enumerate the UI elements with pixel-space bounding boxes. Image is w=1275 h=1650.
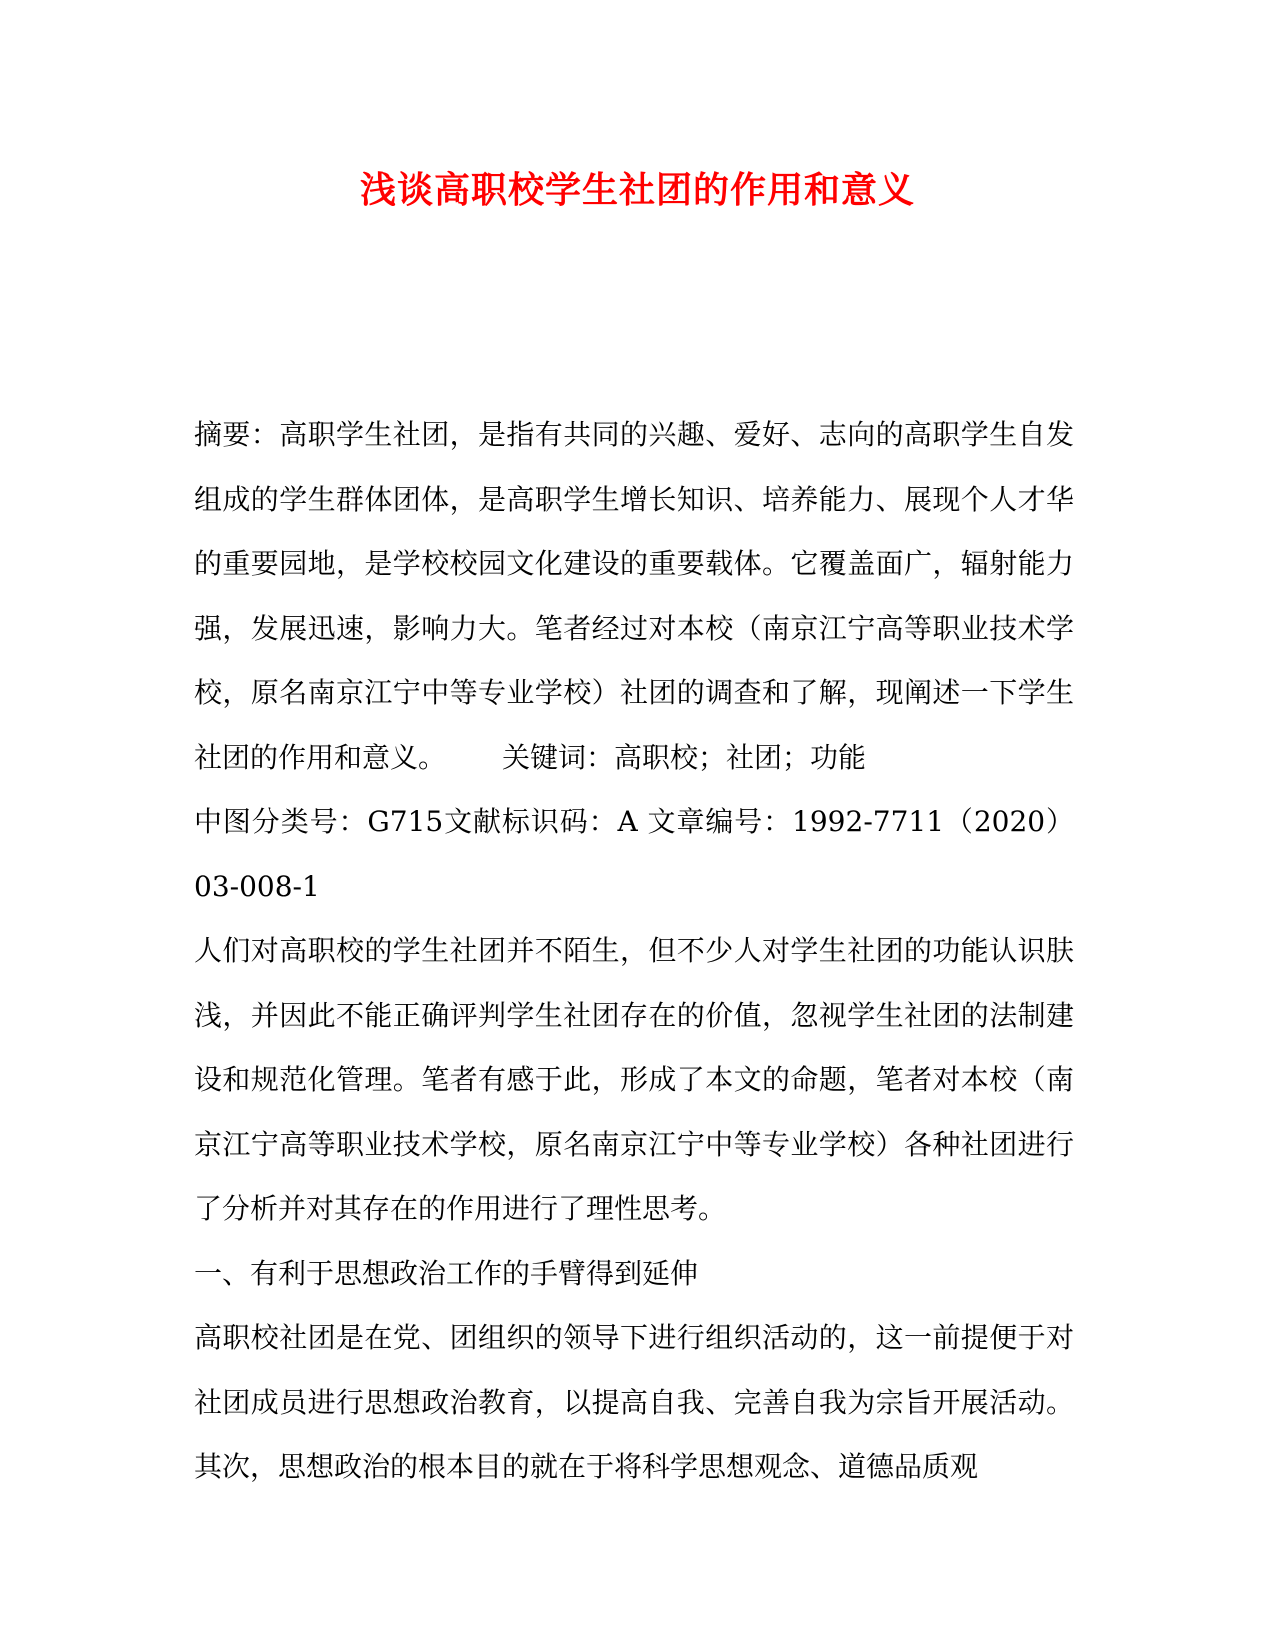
document-body	[194, 403, 1074, 1500]
abstract-paragraph	[194, 403, 1074, 790]
intro-paragraph: 人们对高职校的学生社团并不陌生，但不少人对学生社团的功能认识肤浅，并因此不能正确评判学生社团存在的价值，忽视学生社团的法制建设和规范化管理。笔者有感于此，形成了本文的命题，笔者对本校（南京江宁高等职业技术学校，原名南京江宁中等专业学校）各种社团进行了分析并对其存在的作用进行了理性思考。	[194, 934, 1074, 1225]
document-title: 浅谈高职校学生社团的作用和意义	[359, 169, 915, 211]
section-heading: 一、有利于思想政治工作的手臂得到延伸	[194, 1256, 699, 1290]
keywords-text: 关键词：高职校；社团；功能	[502, 740, 867, 774]
abstract-text: 摘要：高职学生社团，是指有共同的兴趣、爱好、志向的高职学生自发组成的学生群体团体，是高职学生增长知识、培养能力、展现个人才华的重要园地，是学校校园文化建设的重要载体。它覆盖面广，辐射能力强，发展迅速，影响力大。笔者经过对本校（南京江宁高等职业技术学校，原名南京江宁中等专业学校）社团的调查和了解，现阐述一下学生社团的作用和意义。	[194, 418, 1074, 774]
section-paragraph: 高职校社团是在党、团组织的领导下进行组织活动的，这一前提便于对社团成员进行思想政治教育，以提高自我、完善自我为宗旨开展活动。其次，思想政治的根本目的就在于将科学思想观念、道德品质观	[194, 1321, 1074, 1483]
classification-paragraph: 中图分类号：G715文献标识码：A 文章编号：1992-7711（2020）03-008-1	[194, 805, 1074, 903]
